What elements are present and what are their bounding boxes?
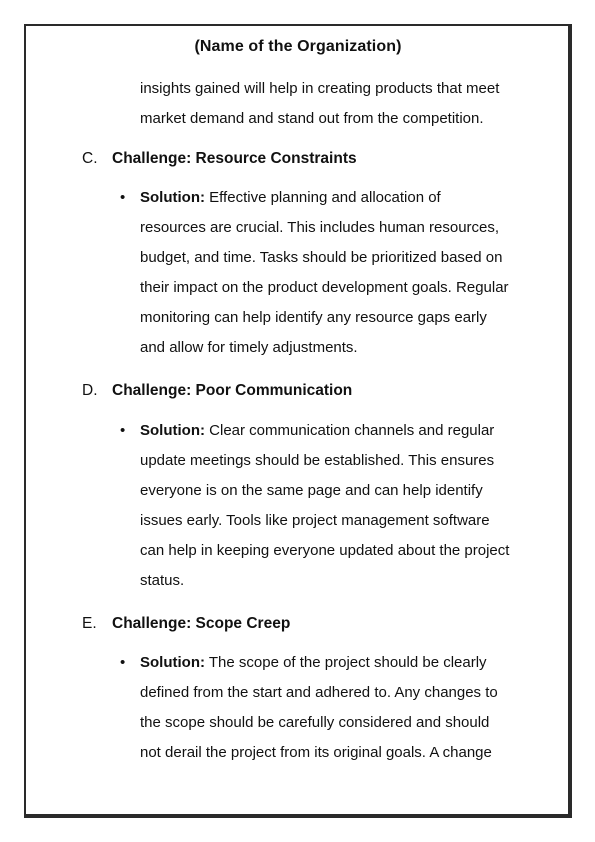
section-letter: E. [82, 615, 97, 632]
text-line: resources are crucial. This includes human resources, [140, 219, 500, 236]
continuation-paragraph [140, 74, 540, 134]
text-line: not derail the project from its original goals. A change [140, 744, 492, 761]
section-heading-d [82, 376, 352, 406]
text-line: their impact on the product development goals. Regular [140, 279, 509, 296]
section-heading-e [82, 609, 290, 639]
section-letter: C. [82, 150, 98, 167]
text-line: update meetings should be established. This ensures [140, 452, 495, 469]
text-line: insights gained will help in creating products that meet [140, 80, 500, 97]
section-heading-c [82, 144, 357, 174]
text-line: status. [140, 572, 185, 589]
solution-text: Effective planning and allocation of [204, 189, 441, 206]
text-line [140, 416, 540, 446]
solution-block-c [120, 183, 540, 363]
text-line: issues early. Tools like project management software [140, 512, 490, 529]
bullet-icon: • [120, 422, 126, 439]
solution-text: The scope of the project should be clearly [204, 654, 487, 671]
text-line: the scope should be carefully considered and should [140, 714, 490, 731]
bullet-icon: • [120, 189, 126, 206]
solution-label: Solution: [140, 654, 205, 671]
solution-block-d [120, 416, 540, 596]
text-line: budget, and time. Tasks should be prioritized based on [140, 249, 503, 266]
text-line: defined from the start and adhered to. Any changes to [140, 684, 498, 701]
text-line [140, 648, 540, 678]
text-line: market demand and stand out from the competition. [140, 110, 484, 127]
text-line: and allow for timely adjustments. [140, 339, 358, 356]
page-header: (Name of the Organization) [194, 38, 402, 55]
text-line: monitoring can help identify any resource gaps early [140, 309, 487, 326]
text-line: can help in keeping everyone updated about the project [140, 542, 510, 559]
solution-block-e [120, 648, 540, 768]
text-line [140, 183, 540, 213]
section-title: Challenge: Poor Communication [112, 382, 353, 399]
section-title: Challenge: Resource Constraints [112, 150, 357, 167]
text-line: everyone is on the same page and can help identify [140, 482, 483, 499]
section-letter: D. [82, 382, 98, 399]
section-title: Challenge: Scope Creep [112, 615, 291, 632]
solution-text: Clear communication channels and regular [204, 422, 495, 439]
solution-label: Solution: [140, 422, 205, 439]
bullet-icon: • [120, 654, 126, 671]
solution-label: Solution: [140, 189, 205, 206]
